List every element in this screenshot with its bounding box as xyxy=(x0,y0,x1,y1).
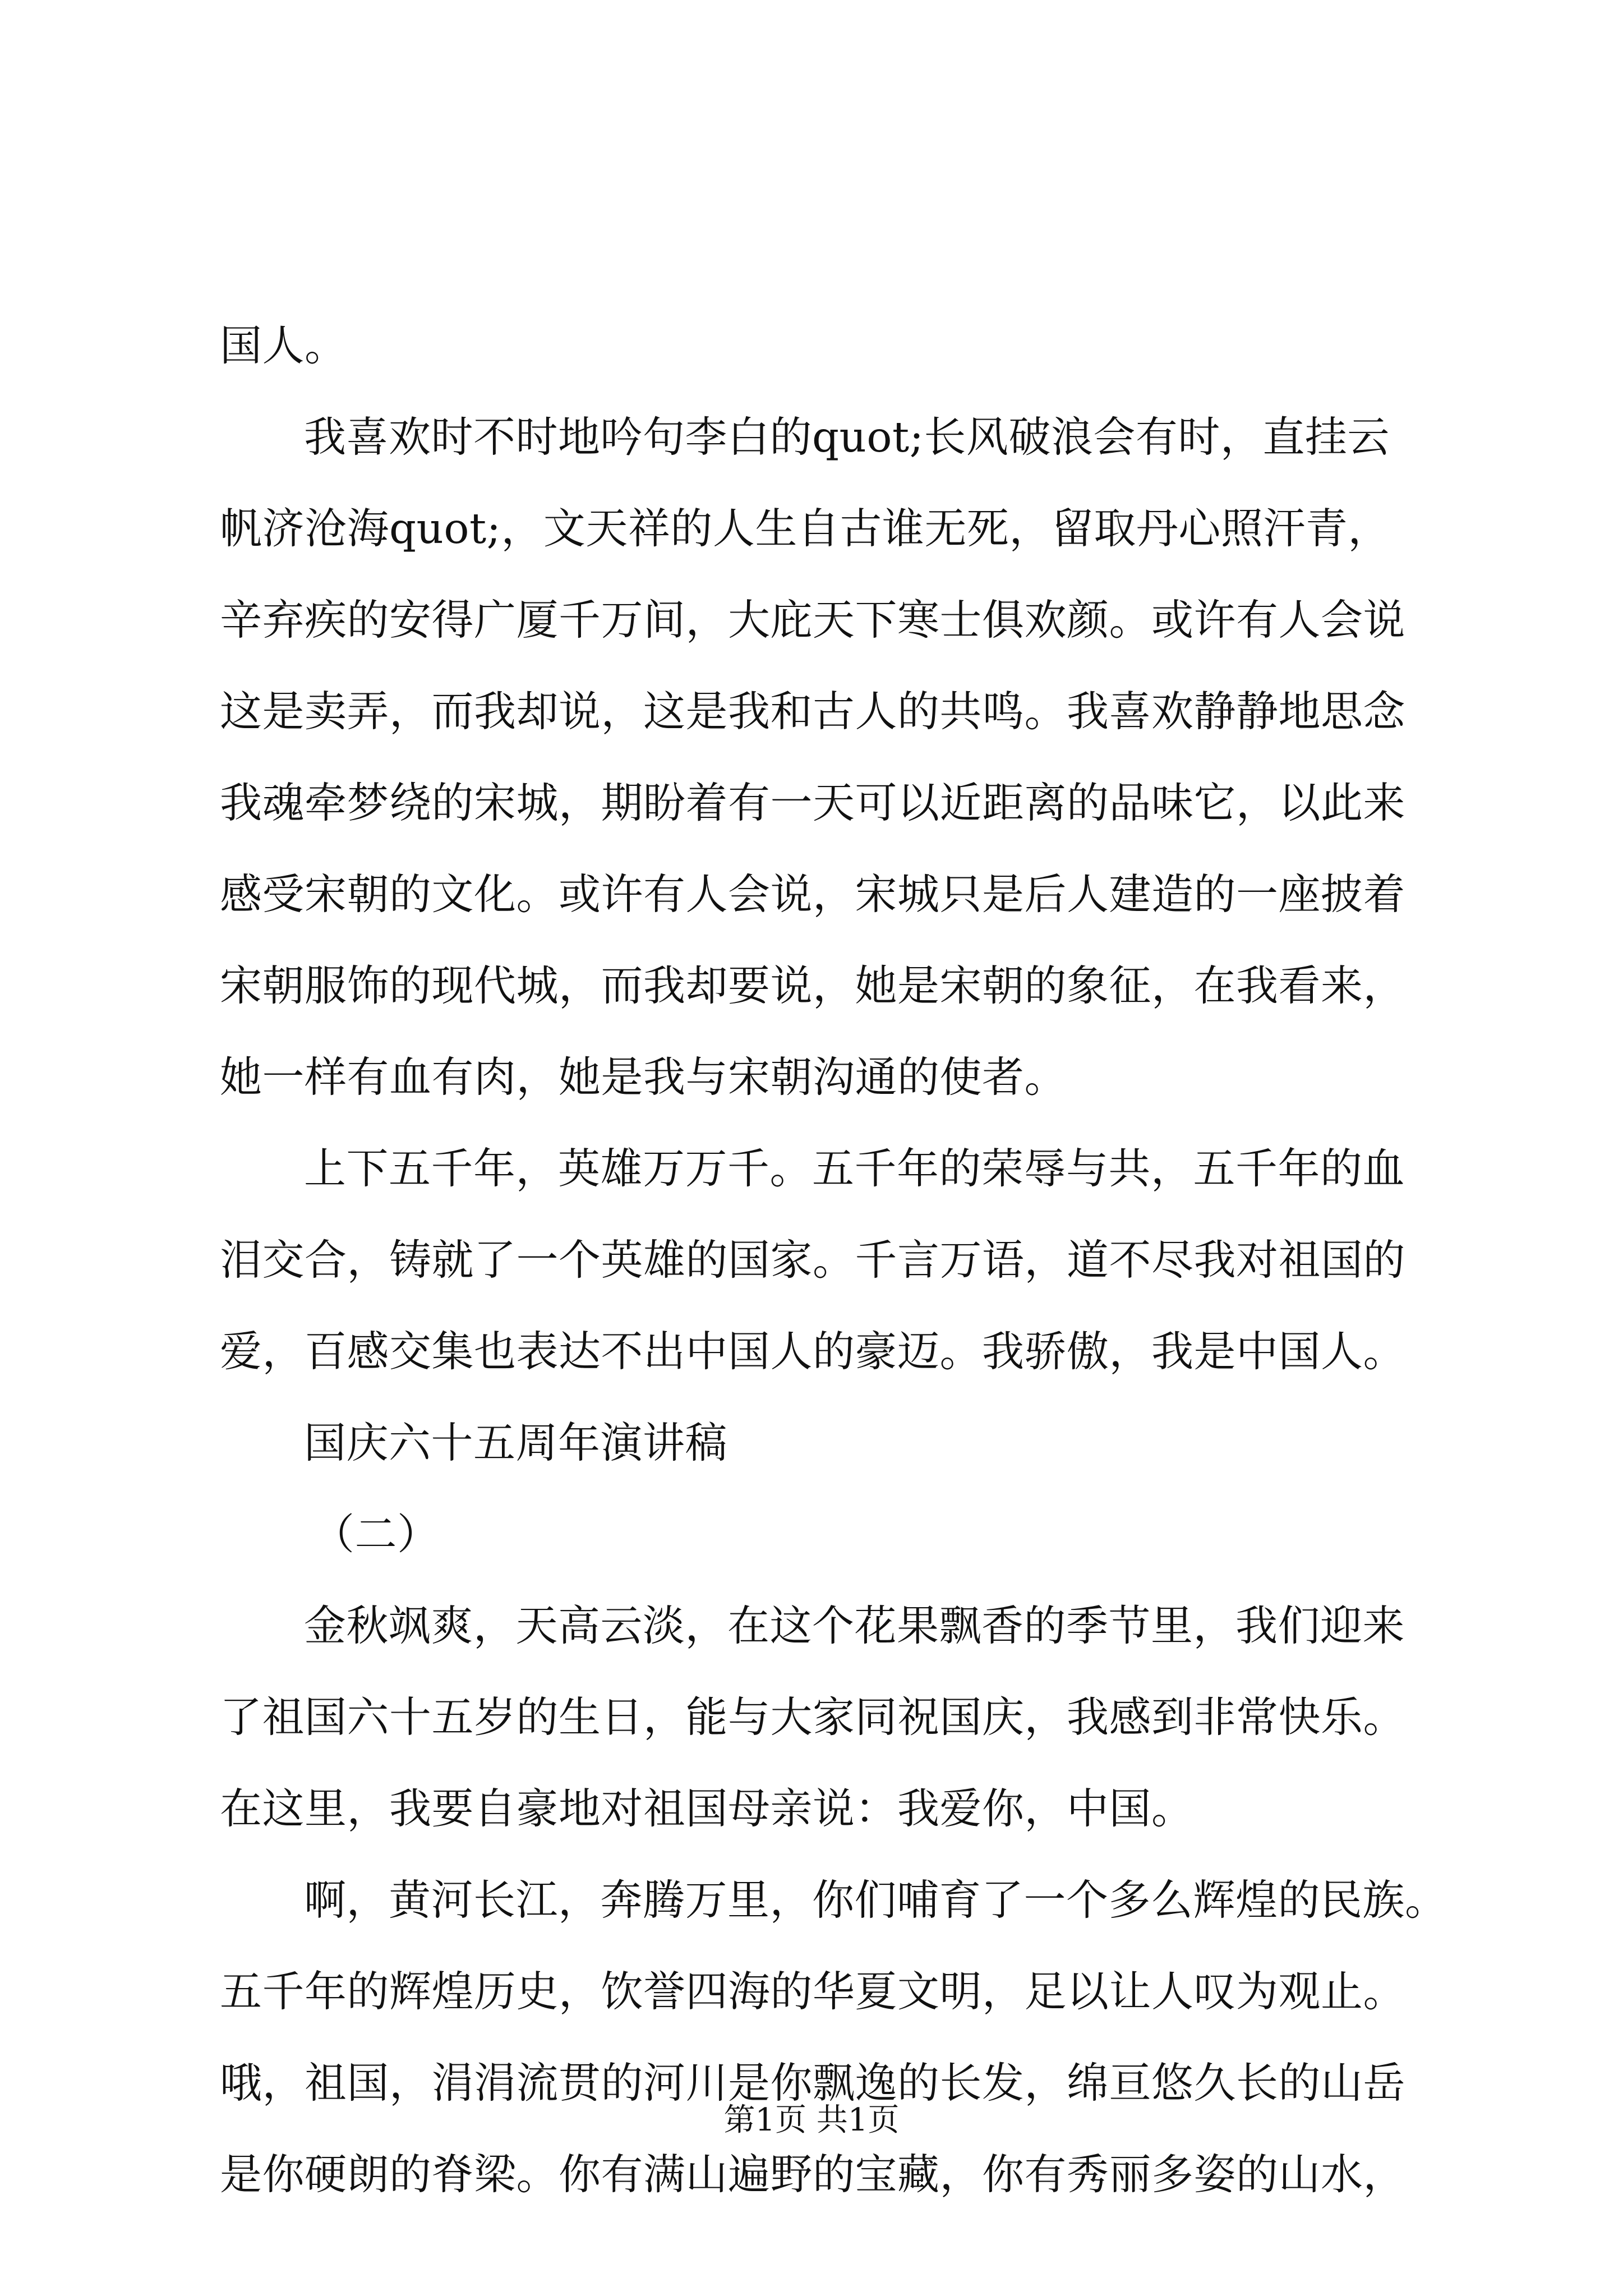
text-line-8: 宋朝服饰的现代城，而我却要说，她是宋朝的象征，在我看来， xyxy=(220,961,1406,1010)
text-line-17: 在这里，我要自豪地对祖国母亲说：我爱你，中国。 xyxy=(220,1784,1194,1833)
text-line-2: 我喜欢时不时地吟句李白的quot;长风破浪会有时，直挂云 xyxy=(304,412,1390,462)
text-line-15: 金秋飒爽，天高云淡，在这个花果飘香的季节里，我们迎来 xyxy=(304,1601,1405,1650)
text-line-3: 帆济沧海quot;，文天祥的人生自古谁无死，留取丹心照汗青， xyxy=(220,504,1390,553)
text-line-7: 感受宋朝的文化。或许有人会说，宋城只是后人建造的一座披着 xyxy=(220,869,1406,919)
text-line-9: 她一样有血有肉，她是我与宋朝沟通的使者。 xyxy=(220,1052,1067,1102)
text-line-19: 五千年的辉煌历史，饮誉四海的华夏文明，足以让人叹为观止。 xyxy=(220,1967,1406,2016)
text-line-11: 泪交合，铸就了一个英雄的国家。千言万语，道不尽我对祖国的 xyxy=(220,1235,1406,1285)
section-number: （二） xyxy=(312,1510,440,1559)
text-line-20: 哦，祖国，涓涓流贯的河川是你飘逸的长发，绵亘悠久长的山岳 xyxy=(220,2058,1406,2108)
text-line-5: 这是卖弄，而我却说，这是我和古人的共鸣。我喜欢静静地思念 xyxy=(220,687,1406,736)
text-line-18: 啊，黄河长江，奔腾万里，你们哺育了一个多么辉煌的民族。 xyxy=(304,1875,1447,1925)
text-line-6: 我魂牵梦绕的宋城，期盼着有一天可以近距离的品味它，以此来 xyxy=(220,778,1406,827)
text-line-4: 辛弃疾的安得广厦千万间，大庇天下寒士俱欢颜。或许有人会说 xyxy=(220,595,1406,645)
text-line-10: 上下五千年，英雄万万千。五千年的荣辱与共，五千年的血 xyxy=(304,1144,1405,1193)
text-line-16: 了祖国六十五岁的生日，能与大家同祝国庆，我感到非常快乐。 xyxy=(220,1692,1406,1742)
text-line-21: 是你硬朗的脊梁。你有满山遍野的宝藏，你有秀丽多姿的山水， xyxy=(220,2150,1406,2199)
text-line-12: 爱，百感交集也表达不出中国人的豪迈。我骄傲，我是中国人。 xyxy=(220,1327,1406,1376)
page-footer: 第1页 共1页 xyxy=(723,2102,900,2138)
section-title: 国庆六十五周年演讲稿 xyxy=(304,1418,728,1467)
body-text xyxy=(220,300,1447,2220)
text-line-1: 国人。 xyxy=(220,321,347,370)
